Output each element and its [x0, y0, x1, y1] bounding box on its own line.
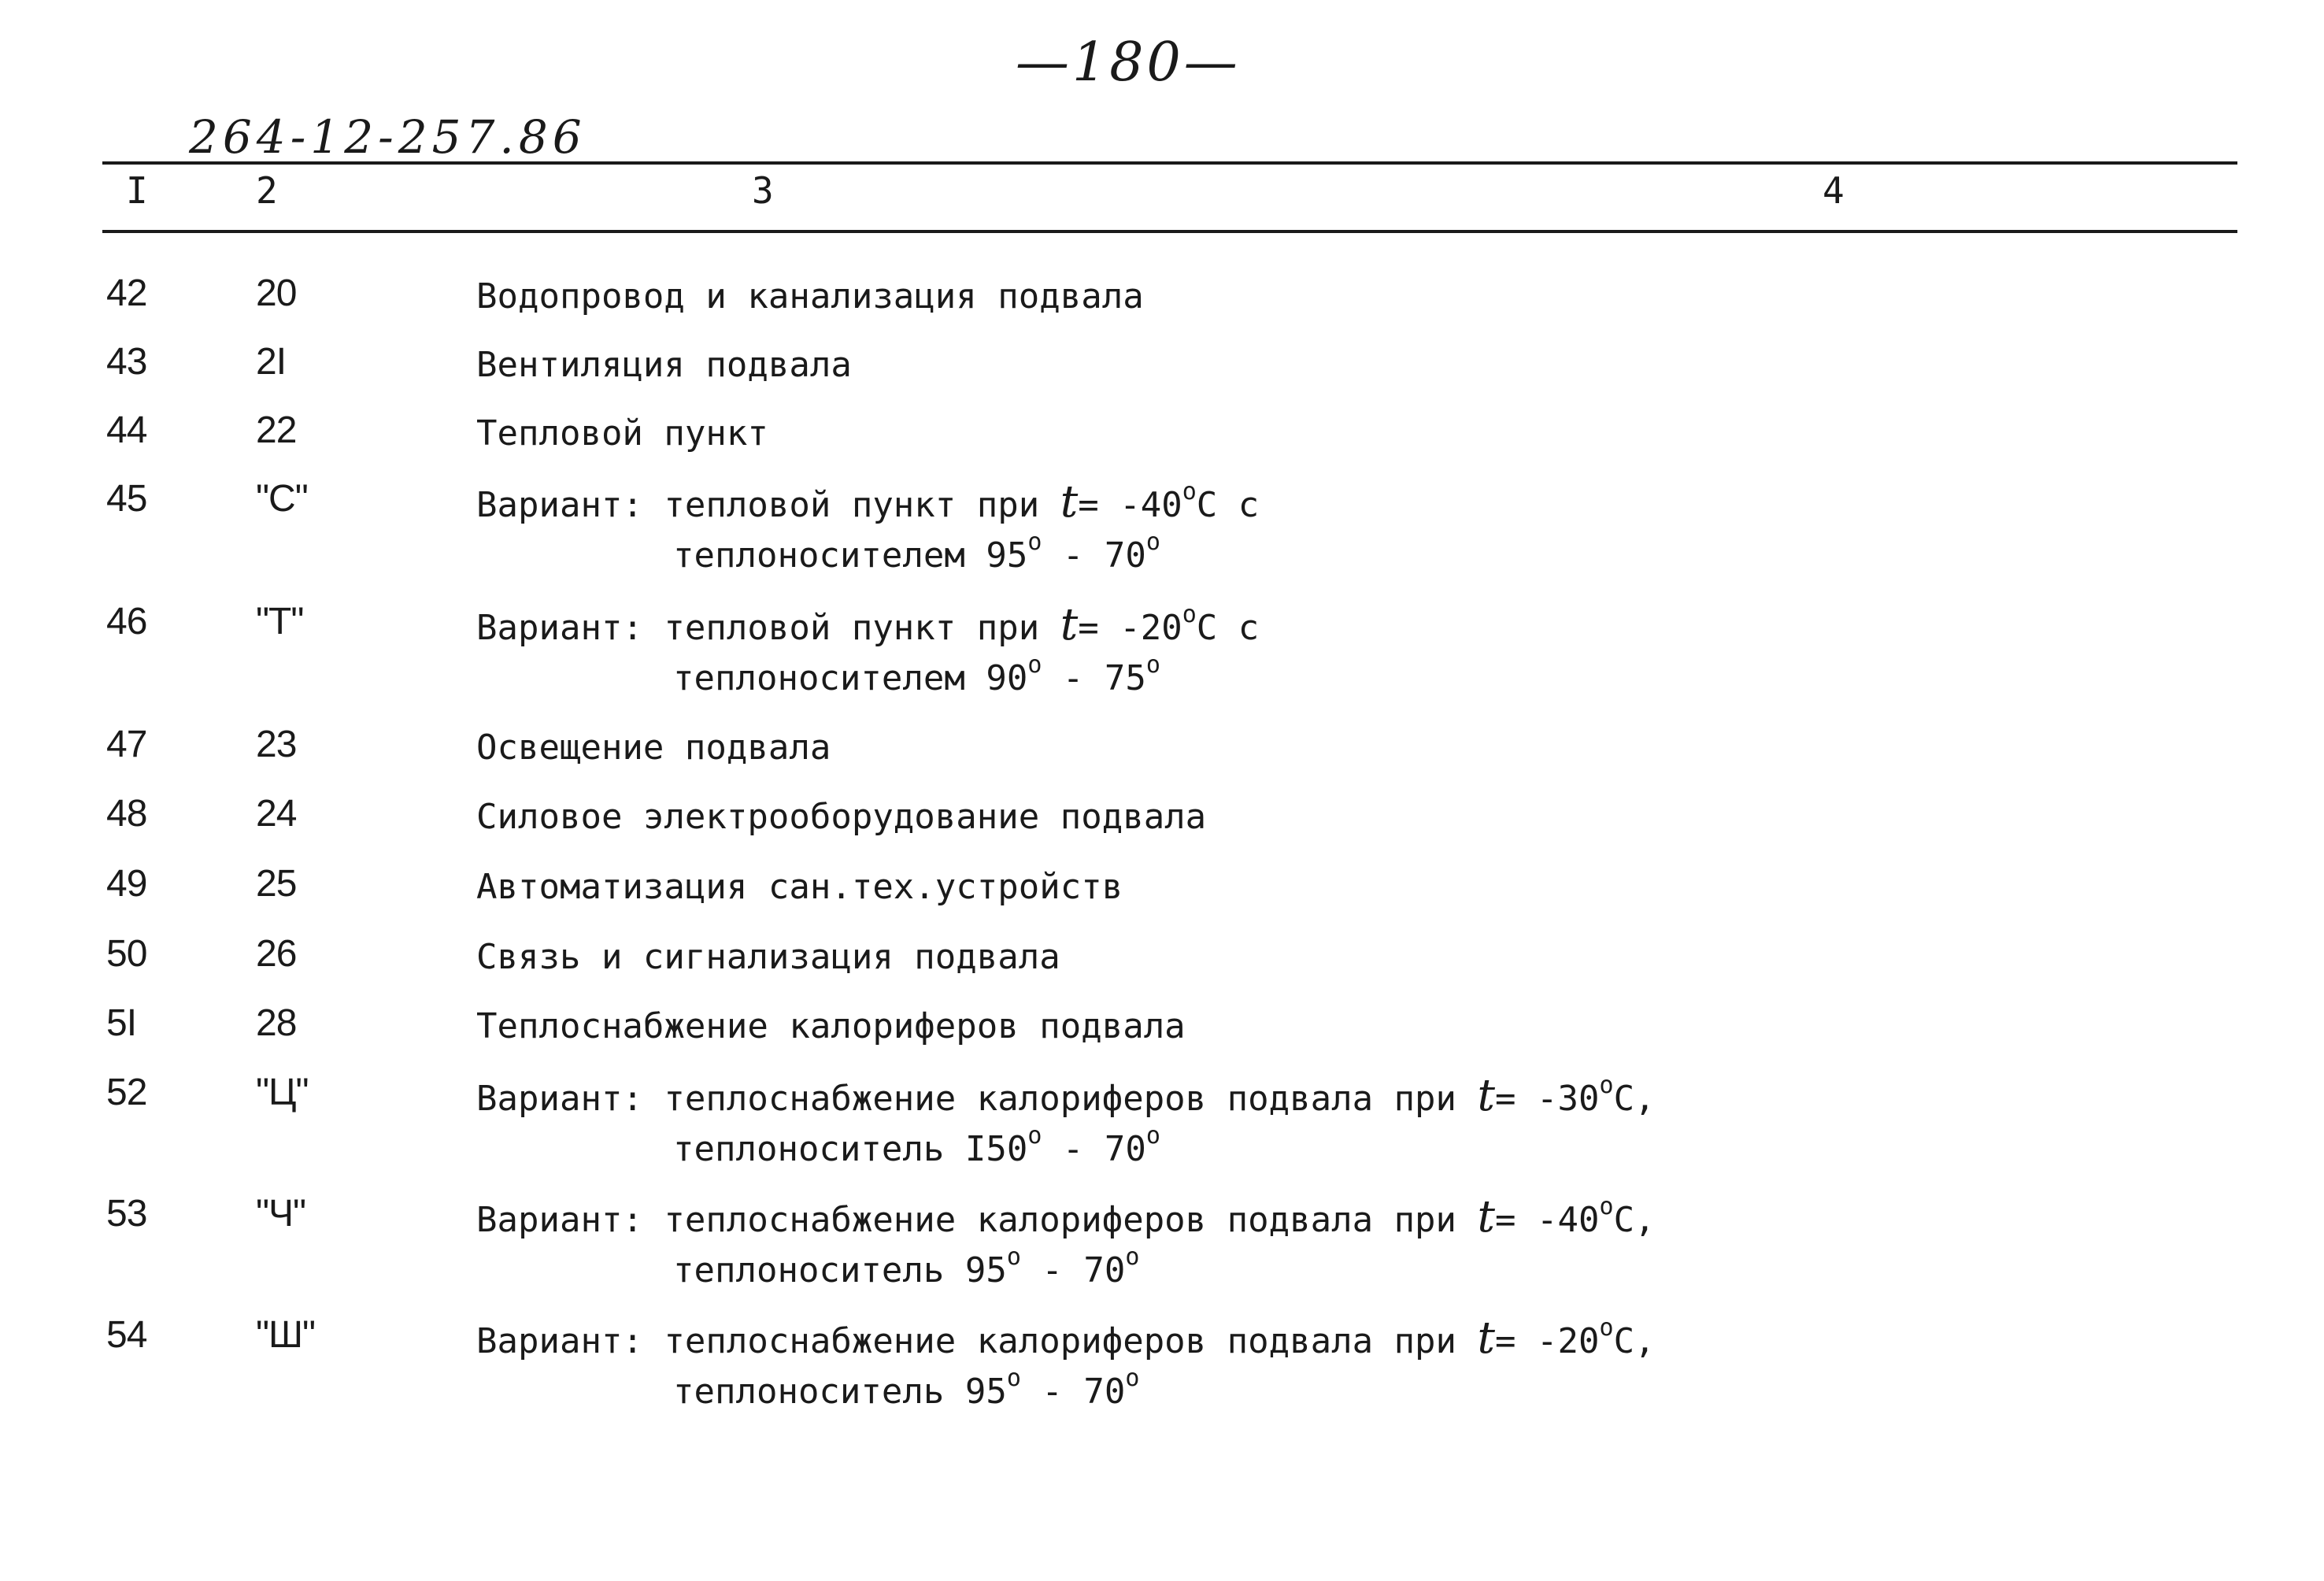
document-code: 264-12-257.86 — [189, 110, 587, 164]
row-description: Вариант: тепловой пункт при $t= -20^oС$ с теплоносителем 90$^o$ - 75$^o$ — [476, 599, 1260, 698]
row-description: Автоматизация сан.тех.устройств — [476, 867, 1123, 907]
row-number: 54 — [106, 1314, 147, 1356]
row-code: 24 — [256, 793, 297, 835]
row-number: 44 — [106, 409, 147, 451]
row-description: Водопровод и канализация подвала — [476, 276, 1144, 317]
table-row — [0, 409, 2324, 479]
table-row — [0, 600, 2324, 710]
row-number: 52 — [106, 1072, 147, 1113]
row-description: Силовое электрооборудование подвала — [476, 797, 1207, 837]
header-rule-bottom — [102, 230, 2237, 233]
row-code: 25 — [256, 863, 297, 905]
row-code: 2I — [256, 341, 287, 383]
row-code: 22 — [256, 409, 297, 451]
table-row — [0, 932, 2324, 1003]
page-number: —180— — [1016, 31, 1241, 94]
row-description: Теплоснабжение калориферов подвала — [476, 1006, 1186, 1046]
row-description: Вариант: теплоснабжение калориферов подвала при $t= -30^oС$, теплоноситель I50$^o$ - 70$^o$ — [476, 1070, 1656, 1169]
table-row — [0, 272, 2324, 342]
row-number: 48 — [106, 793, 147, 835]
header-col-2: 2 — [256, 169, 278, 212]
row-number: 46 — [106, 601, 147, 642]
table-row — [0, 792, 2324, 863]
table-row — [0, 477, 2324, 587]
row-number: 47 — [106, 724, 147, 765]
row-number: 53 — [106, 1193, 147, 1235]
header-col-4: 4 — [1823, 169, 1845, 212]
row-description: Вариант: теплоснабжение калориферов подвала при $t= -40^oС$, теплоноситель 95$^o$ - 70$^o$ — [476, 1191, 1656, 1290]
table-row — [0, 723, 2324, 794]
header-rule-top — [102, 161, 2237, 165]
row-number: 5I — [106, 1002, 137, 1044]
row-code: 28 — [256, 1002, 297, 1044]
row-code: "Т" — [256, 601, 304, 642]
row-code: "С" — [256, 478, 308, 520]
row-number: 45 — [106, 478, 147, 520]
table-row — [0, 1192, 2324, 1302]
table-row — [0, 1313, 2324, 1424]
row-code: 26 — [256, 933, 297, 975]
header-col-1: I — [126, 169, 148, 212]
table-row — [0, 862, 2324, 933]
row-number: 49 — [106, 863, 147, 905]
row-description: Освещение подвала — [476, 728, 831, 768]
row-number: 43 — [106, 341, 147, 383]
row-description: Вариант: теплоснабжение калориферов подвала при $t= -20^oС$, теплоноситель 95$^o$ - 70$^o$ — [476, 1313, 1656, 1412]
row-code: "Ч" — [256, 1193, 306, 1235]
table-row — [0, 1002, 2324, 1072]
table-row — [0, 340, 2324, 411]
row-number: 50 — [106, 933, 147, 975]
row-description: Связь и сигнализация подвала — [476, 937, 1060, 977]
row-code: "Ц" — [256, 1072, 309, 1113]
row-description: Вариант: тепловой пункт при $t= -40^oС$ с теплоносителем 95$^o$ - 70$^o$ — [476, 476, 1260, 576]
row-description: Вентиляция подвала — [476, 345, 852, 385]
row-code: 23 — [256, 724, 297, 765]
row-code: 20 — [256, 272, 297, 314]
header-col-3: 3 — [752, 169, 774, 212]
table-row — [0, 1071, 2324, 1181]
row-code: "Ш" — [256, 1314, 316, 1356]
row-description: Тепловой пункт — [476, 413, 768, 454]
row-number: 42 — [106, 272, 147, 314]
